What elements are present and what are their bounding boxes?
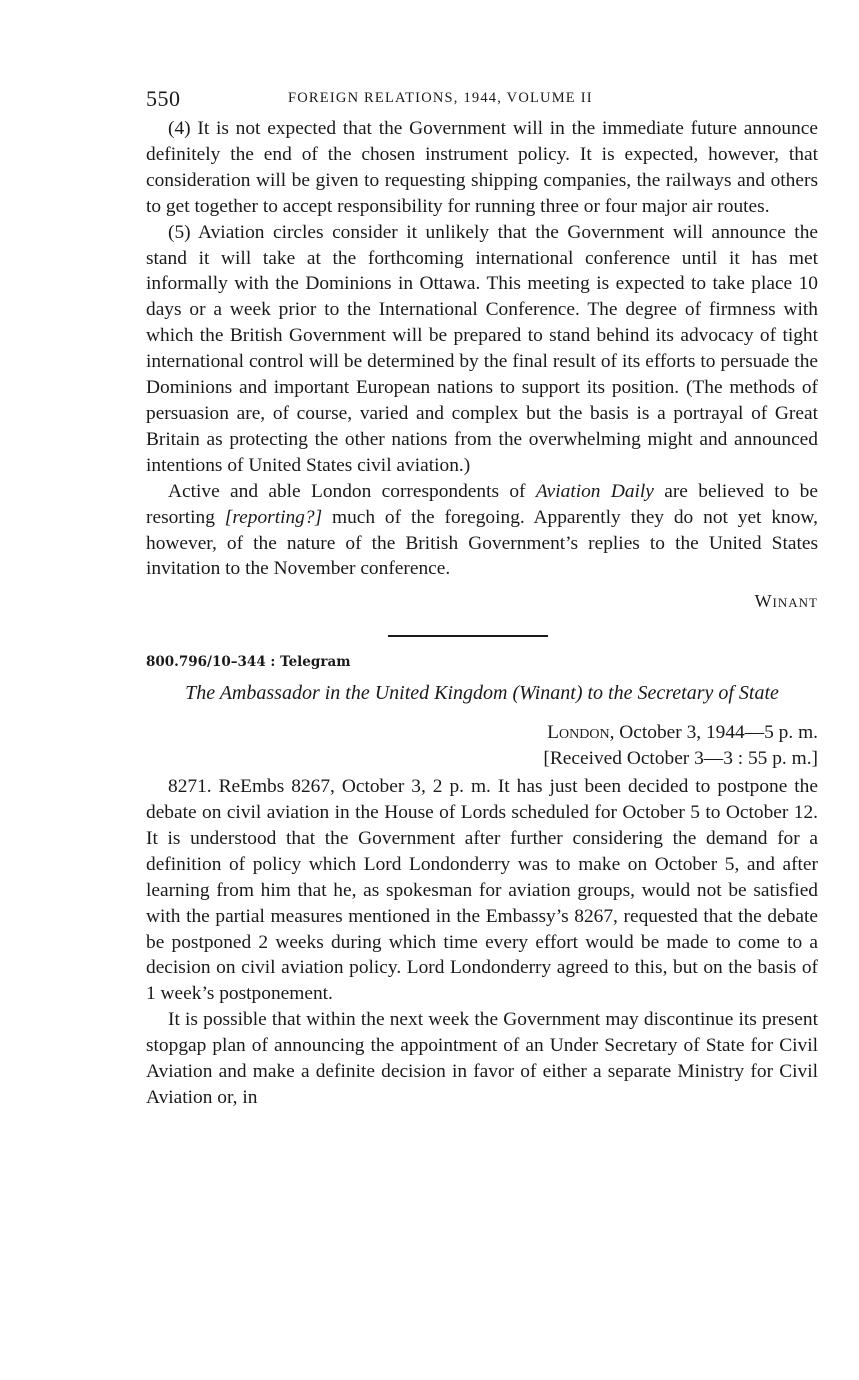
paragraph-possible: It is possible that within the next week the Government may discontinue its present stopgap plan of announcing the appointment of an Under Secretary of State for Civil Aviation and make a definite decision in favor of either a separate Ministry for Civil Aviation or, in xyxy=(146,1009,818,1108)
paragraph-correspondents xyxy=(146,479,818,583)
paragraph-text: Active and able London correspondents of xyxy=(168,480,536,502)
publication-title: Aviation Daily xyxy=(535,480,654,502)
paragraph-5: (5) Aviation circles consider it unlikely that the Government will announce the stand it will take at the forthcoming international conference until it has met informally with the Dominions in Ottawa. This meeting is expected to take place 10 days or a week prior to the International Conference. The degree of firmness with which the British Government will be prepared to stand behind its advocacy of tight international control will be determined by the final result of its efforts to persuade the Dominions and important European nations to support its position. (The methods of persuasion are, of course, varied and complex but the basis is a portrayal of Great Britain as protecting the other nations from the overwhelming might and announced intentions of United States civil aviation.) xyxy=(146,221,818,476)
paragraph-text: much of the foregoing. Apparently they do not yet know, however, of the nature of the British Government’s replies to the United States invitation to the November conference. xyxy=(146,506,818,580)
running-head: FOREIGN RELATIONS, 1944, VOLUME II xyxy=(288,90,593,106)
signature: Winant xyxy=(754,591,818,612)
paragraph-text: are believed to be resorting xyxy=(146,480,818,528)
dateline-place: London xyxy=(547,722,610,744)
dateline-date: , October 3, 1944—5 p. m. xyxy=(609,722,818,744)
editorial-bracket: [reporting?] xyxy=(224,506,323,528)
file-reference: 800.796/10–344 : Telegram xyxy=(146,654,351,671)
document-title: The Ambassador in the United Kingdom (Winant) to the Secretary of State xyxy=(185,682,779,705)
received-line: [Received October 3—3 : 55 p. m.] xyxy=(543,748,818,770)
document-page xyxy=(146,86,818,1111)
page-header xyxy=(146,86,818,114)
page-number: 550 xyxy=(146,86,181,111)
section-divider xyxy=(388,635,548,637)
paragraph-4: (4) It is not expected that the Government will in the immediate future announce definitely the end of the chosen instrument policy. It is expected, however, that consideration will be given to requesting shipping companies, the railways and others to get together to accept responsibility for running three or four major air routes. xyxy=(146,118,818,217)
paragraph-8271: 8271. ReEmbs 8267, October 3, 2 p. m. It has just been decided to postpone the debate on civil aviation in the House of Lords scheduled for October 5 to October 12. It is understood that the Government after further considering the demand for a definition of policy which Lord Londonderry was to make on October 5, and after learning from him that he, as spokesman for aviation groups, would not be satisfied with the partial measures mentioned in the Embassy’s 8267, requested that the debate be postponed 2 weeks during which time every effort would be made to come to a decision on civil aviation policy. Lord Londonderry agreed to this, but on the basis of 1 week’s postponement. xyxy=(146,776,818,1005)
dateline xyxy=(146,720,818,746)
